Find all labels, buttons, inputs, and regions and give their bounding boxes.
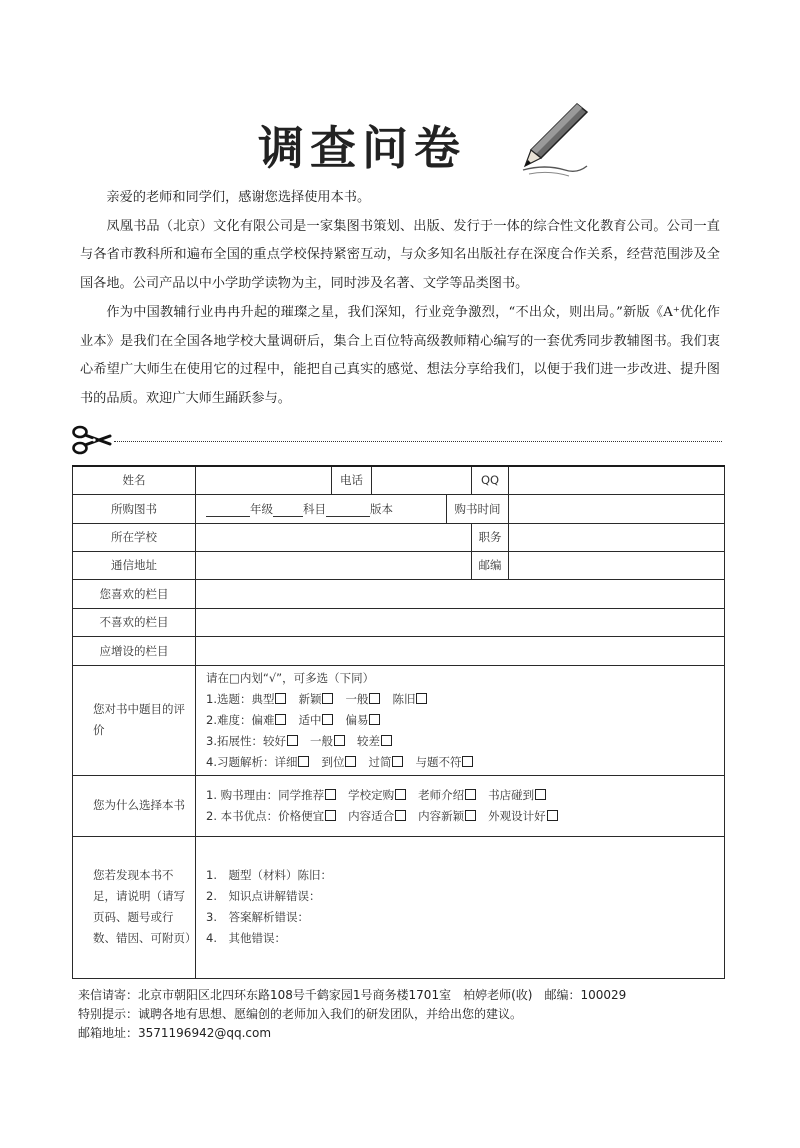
checkbox[interactable] [369, 693, 380, 704]
why-label: 您为什么选择本书 [73, 775, 196, 836]
title-area [0, 100, 800, 190]
pencil-icon [515, 100, 595, 180]
address-label: 通信地址 [73, 551, 196, 579]
error-item-3: 3. 答案解析错误： [206, 910, 309, 924]
intro-paragraph-2: 作为中国教辅行业冉冉升起的璀璨之星，我们深知，行业竞争激烈，“不出众，则出局。”新版《A⁺优化作业本》是我们在全国各地学校大量调研后，集合上百位特高级教师精心编写的一套优秀同步教辅图书。我们衷心希望广大师生在使用它的过程中，能把自己真实的感觉、想法分享给我们，以便于我们进一步改进、提升图书的品质。欢迎广大师生踊跃参与。 [80, 304, 720, 406]
position-field[interactable] [509, 523, 725, 551]
address-field[interactable] [196, 551, 472, 579]
checkbox[interactable] [535, 789, 546, 800]
add-label: 应增设的栏目 [73, 636, 196, 665]
error-item-4: 4. 其他错误： [206, 931, 286, 945]
checkbox[interactable] [462, 756, 473, 767]
subject-suffix: 科目 [303, 501, 326, 516]
position-label: 职务 [472, 523, 509, 551]
dotted-line [114, 441, 722, 442]
liked-label: 您喜欢的栏目 [73, 579, 196, 608]
checkbox[interactable] [322, 714, 333, 725]
why-row-2: 2. 本书优点：价格便宜 内容适合 内容新颖 外观设计好 [206, 806, 720, 827]
phone-label: 电话 [332, 466, 372, 494]
name-label: 姓名 [73, 466, 196, 494]
greeting: 亲爱的老师和同学们，感谢您选择使用本书。 [106, 190, 371, 205]
edition-suffix: 版本 [370, 501, 393, 516]
evaluation-label: 您对书中题目的评价 [73, 665, 196, 775]
buy-time-field[interactable] [509, 494, 725, 523]
evaluation-row-3: 3.拓展性：较好 一般 较差 [206, 731, 720, 752]
scissors-icon [72, 424, 112, 456]
book-field[interactable] [196, 494, 447, 523]
special-tip: 特别提示：诚聘各地有思想、愿编创的老师加入我们的研发团队，并给出您的建议。 [78, 1007, 523, 1021]
intro-paragraph-1: 凤凰书品（北京）文化有限公司是一家集图书策划、出版、发行于一体的综合性文化教育公司。公司一直与各省市教科所和遍布全国的重点学校保持紧密互动，与众多知名出版社存在深度合作关系，经营范围涉及全国各地。公司产品以中小学助学读物为主，同时涉及名著、文学等品类图书。 [80, 218, 720, 292]
checkbox[interactable] [322, 693, 333, 704]
checkbox[interactable] [275, 714, 286, 725]
intro-text [80, 184, 720, 414]
page-title: 调查问卷 [258, 121, 466, 175]
school-label: 所在学校 [73, 523, 196, 551]
disliked-label: 不喜欢的栏目 [73, 608, 196, 636]
why-row-1: 1. 购书理由：同学推荐 学校定购 老师介绍 书店碰到 [206, 785, 720, 806]
phone-field[interactable] [372, 466, 472, 494]
evaluation-options [196, 665, 725, 775]
checkbox[interactable] [465, 810, 476, 821]
checkbox[interactable] [325, 810, 336, 821]
checkbox[interactable] [381, 735, 392, 746]
checkbox[interactable] [325, 789, 336, 800]
evaluation-row-1: 1.选题：典型 新颖 一般 陈旧 [206, 689, 720, 710]
footer [78, 986, 758, 1043]
checkbox[interactable] [465, 789, 476, 800]
checkbox[interactable] [298, 756, 309, 767]
qq-field[interactable] [509, 466, 725, 494]
liked-field[interactable] [196, 579, 725, 608]
buy-time-label: 购书时间 [447, 494, 509, 523]
why-options [196, 775, 725, 836]
checkbox[interactable] [369, 714, 380, 725]
checkbox[interactable] [395, 810, 406, 821]
cut-line [72, 424, 724, 456]
survey-form [72, 465, 725, 979]
evaluation-row-2: 2.难度：偏难 适中 偏易 [206, 710, 720, 731]
checkbox[interactable] [392, 756, 403, 767]
email-address: 邮箱地址：3571196942@qq.com [78, 1026, 272, 1040]
disliked-field[interactable] [196, 608, 725, 636]
add-field[interactable] [196, 636, 725, 665]
errors-label: 您若发现本书不足，请说明（请写页码、题号或行数、错因、可附页） [73, 836, 196, 978]
checkbox[interactable] [547, 810, 558, 821]
errors-list[interactable] [196, 836, 725, 978]
error-item-2: 2. 知识点讲解错误： [206, 889, 321, 903]
school-field[interactable] [196, 523, 472, 551]
checkbox[interactable] [334, 735, 345, 746]
checkbox[interactable] [287, 735, 298, 746]
checkbox[interactable] [345, 756, 356, 767]
book-label: 所购图书 [73, 494, 196, 523]
checkbox[interactable] [275, 693, 286, 704]
name-field[interactable] [196, 466, 332, 494]
checkbox[interactable] [416, 693, 427, 704]
checkbox[interactable] [395, 789, 406, 800]
postcode-field[interactable] [509, 551, 725, 579]
error-item-1: 1. 题型（材料）陈旧： [206, 868, 332, 882]
evaluation-row-4: 4.习题解析：详细 到位 过简 与题不符 [206, 752, 720, 773]
qq-label: QQ [472, 466, 509, 494]
mail-address: 来信请寄：北京市朝阳区北四环东路108号千鹤家园1号商务楼1701室 柏婷老师(收) 邮编：100029 [78, 988, 627, 1002]
postcode-label: 邮编 [472, 551, 509, 579]
evaluation-instruction: 请在□内划“√”，可多选（下同） [206, 670, 375, 685]
grade-suffix: 年级 [250, 501, 273, 516]
